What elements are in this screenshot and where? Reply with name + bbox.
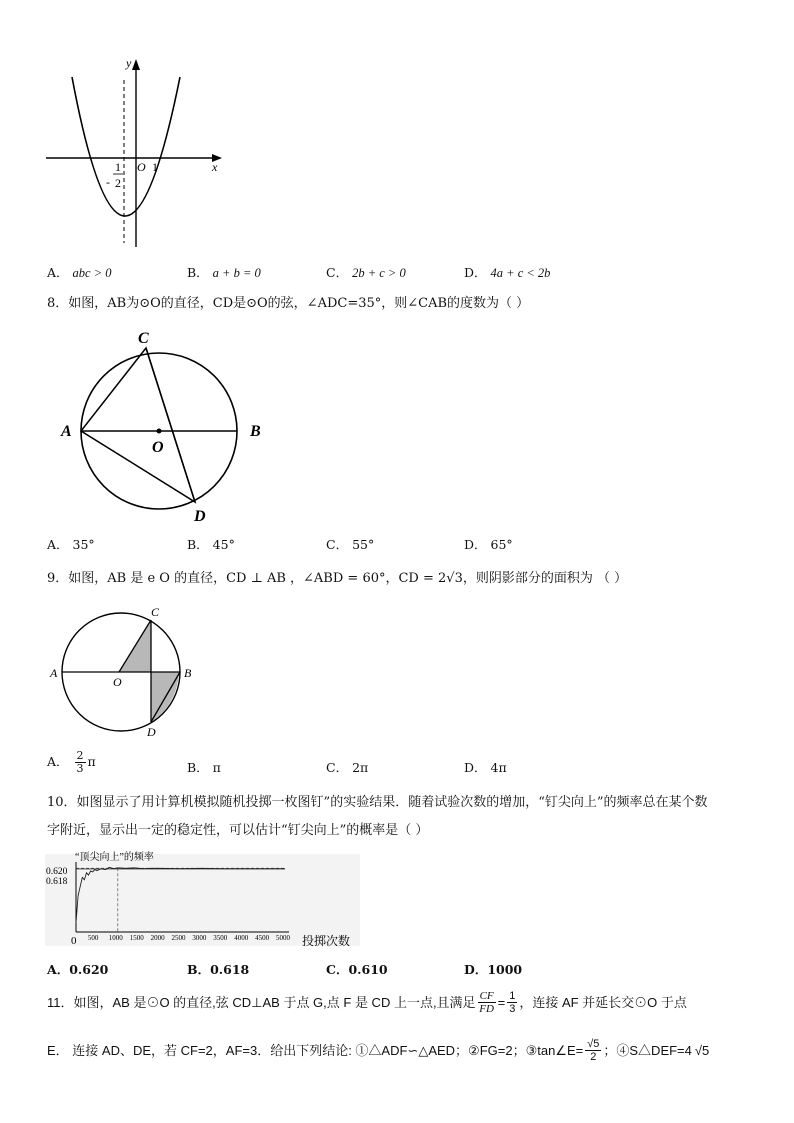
x-tick-label: 2000: [150, 934, 165, 942]
q9-option-c: C． 2π: [326, 760, 369, 775]
x-tick-label: 500: [87, 934, 99, 942]
y-tick-0620: 0.620: [46, 867, 68, 877]
q10-option-d: D．1000: [464, 962, 523, 977]
y-tick-0618: 0.618: [46, 877, 68, 887]
x-tick-label: 4500: [255, 934, 270, 942]
q8-stem: 8．如图，AB为⊙O的直径，CD是⊙O的弦，∠ADC=35°，则∠CAB的度数为（ ）: [47, 296, 530, 311]
q9-option-b: B． π: [187, 760, 221, 775]
q9-point-b-label: B: [184, 666, 192, 680]
q8-option-b: B． 45°: [187, 537, 235, 552]
q11-line1: 11．如图，AB 是⊙O 的直径,弦 CD⊥AB 于点 G,点 F 是 CD 上一点,且满足 $\frac{CF}{FD}$ = $\frac{1}{3}$ ，连接 AF 并延长交⊙O 于点: [47, 990, 687, 1015]
x-tick-label: 3500: [213, 934, 228, 942]
q10-stem-line1: 10．如图显示了用计算机模拟随机投掷一枚图钉”的实验结果．随着试验次数的增加，“钉尖向上”的频率总在某个数: [47, 795, 708, 810]
frequency-chart: [40, 848, 370, 950]
x-axis-title: 投掷次数: [302, 934, 351, 948]
q9-option-d: D． 4π: [464, 760, 507, 775]
point-c-label: C: [138, 330, 149, 347]
q9-point-o-label: O: [113, 675, 122, 689]
q8-option-a: A． 35°: [47, 537, 95, 552]
q8-option-d: D． 65°: [464, 537, 513, 552]
q9-circle-diagram: [45, 600, 205, 745]
q10-stem-line2: 字附近，显示出一定的稳定性，可以估计“钉尖向上”的概率是（ ）: [47, 823, 429, 838]
q9-point-c-label: C: [151, 605, 160, 619]
x-tick-label: 1000: [108, 934, 123, 942]
x-tick-label: 5000: [276, 934, 290, 942]
point-o-label: O: [152, 439, 164, 456]
tick-one-label: 1: [152, 160, 158, 174]
x-tick-label: 1500: [129, 934, 144, 942]
q10-option-c: C．0.610: [326, 962, 388, 977]
q10-option-b: B．0.618: [187, 962, 250, 977]
q9-stem: 9．如图，AB 是 e O 的直径，CD ⊥ AB ，∠ABD = 60°，CD = 2√3，则阴影部分的面积为 （ ）: [47, 571, 628, 586]
x-tick-label: 2500: [171, 934, 186, 942]
q9-point-a-label: A: [50, 666, 58, 680]
x-tick-label: 4000: [234, 934, 249, 942]
half-num: 1: [115, 160, 121, 174]
half-den: 2: [115, 176, 121, 190]
q7-option-c: C． 2b + c > 0: [326, 265, 406, 280]
q11-line2: E． 连接 AD、DE，若 CF=2，AF=3．给出下列结论: ①△ADF∽△AED；②FG=2；③tan∠E= $\frac{√5}{2}$ ；④S△DEF=4 √5: [47, 1038, 710, 1063]
q7-option-b: B． a + b = 0: [187, 265, 261, 280]
q9-option-a: A． $\frac{2}{3}$ π: [47, 749, 96, 775]
x-tick-label: 3000: [192, 934, 207, 942]
y-axis-label: y: [126, 56, 132, 70]
q8-option-c: C． 55°: [326, 537, 375, 552]
x-tick-label: 0: [71, 935, 77, 947]
neg-sign: -: [106, 175, 110, 189]
point-a-label: A: [61, 423, 72, 440]
q7-option-a: A． abc > 0: [47, 265, 112, 280]
q10-option-a: A．0.620: [47, 962, 109, 977]
x-axis-label: x: [212, 160, 218, 174]
q7-option-d: D． 4a + c < 2b: [464, 265, 551, 280]
q8-circle-diagram: [55, 325, 285, 525]
chart-title: “顶尖向上”的频率: [75, 852, 154, 863]
point-d-label: D: [194, 508, 206, 525]
parabola-graph: [40, 55, 240, 255]
origin-label: O: [137, 160, 146, 174]
point-b-label: B: [250, 423, 261, 440]
q9-point-d-label: D: [147, 725, 156, 739]
